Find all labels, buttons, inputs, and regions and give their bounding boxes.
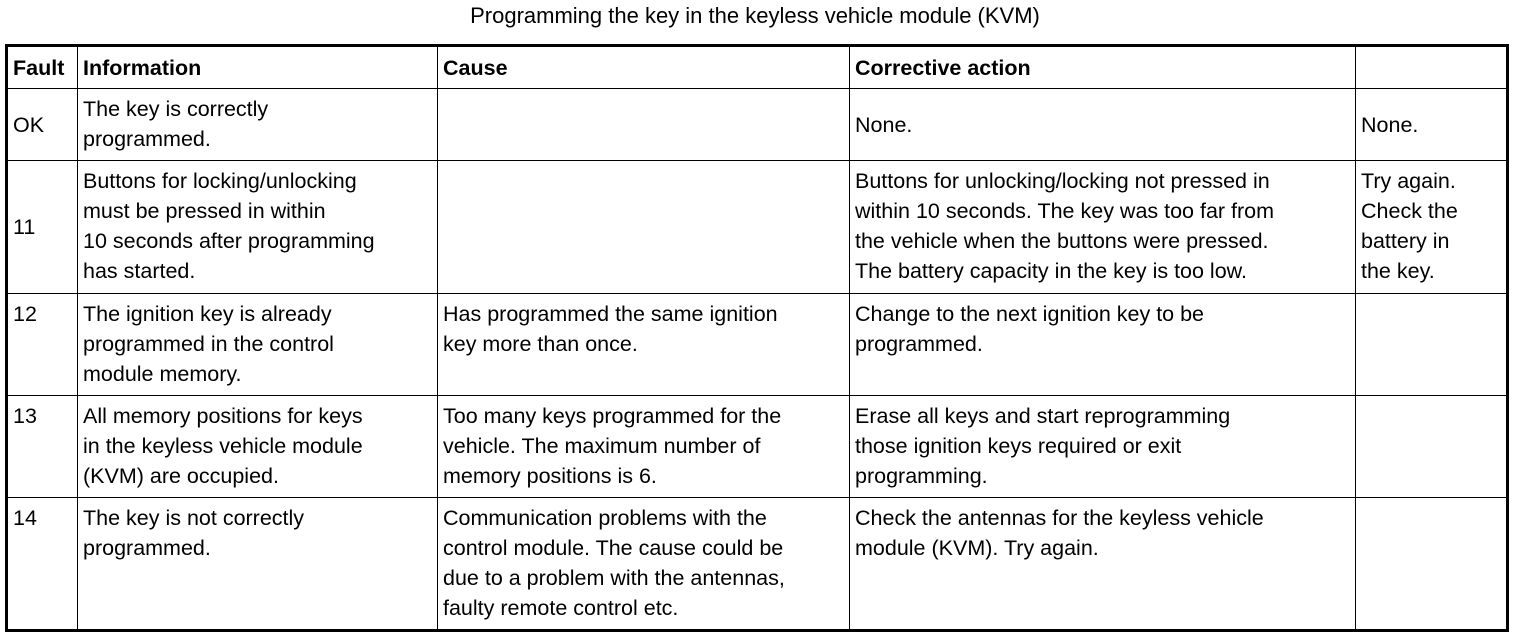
fault-code-cell: 14 xyxy=(7,498,78,631)
table-row xyxy=(7,294,1508,396)
fault-table xyxy=(5,44,1509,632)
corrective-action-cell: Change to the next ignition key to be programmed. xyxy=(850,294,1356,396)
header-cause: Cause xyxy=(438,46,850,89)
corrective-action-cell: None. xyxy=(850,89,1356,161)
table-row xyxy=(7,89,1508,161)
cause-cell: Communication problems with the control module. The cause could be due to a problem with the antennas, faulty remote control etc. xyxy=(438,498,850,631)
fault-code-cell: OK xyxy=(7,89,78,161)
extra-cell: Try again. Check the battery in the key. xyxy=(1356,161,1508,294)
header-extra xyxy=(1356,46,1508,89)
cause-cell xyxy=(438,89,850,161)
header-fault: Fault xyxy=(7,46,78,89)
table-row xyxy=(7,161,1508,294)
information-cell: Buttons for locking/unlocking must be pressed in within 10 seconds after programming has started. xyxy=(78,161,438,294)
cause-cell xyxy=(438,161,850,294)
extra-cell: None. xyxy=(1356,89,1508,161)
header-information: Information xyxy=(78,46,438,89)
fault-code-cell: 11 xyxy=(7,161,78,294)
fault-code-cell: 12 xyxy=(7,294,78,396)
cause-cell: Has programmed the same ignition key more than once. xyxy=(438,294,850,396)
table-row xyxy=(7,498,1508,631)
cause-cell: Too many keys programmed for the vehicle. The maximum number of memory positions is 6. xyxy=(438,396,850,498)
page-title: Programming the key in the keyless vehicle module (KVM) xyxy=(470,3,1040,28)
corrective-action-cell: Erase all keys and start reprogramming those ignition keys required or exit programming. xyxy=(850,396,1356,498)
fault-code-cell: 13 xyxy=(7,396,78,498)
extra-cell xyxy=(1356,498,1508,631)
header-corrective-action: Corrective action xyxy=(850,46,1356,89)
header-row xyxy=(7,46,1508,89)
extra-cell xyxy=(1356,396,1508,498)
table-row xyxy=(7,396,1508,498)
information-cell: All memory positions for keys in the keyless vehicle module (KVM) are occupied. xyxy=(78,396,438,498)
extra-cell xyxy=(1356,294,1508,396)
information-cell: The key is correctly programmed. xyxy=(78,89,438,161)
corrective-action-cell: Check the antennas for the keyless vehicle module (KVM). Try again. xyxy=(850,498,1356,631)
information-cell: The key is not correctly programmed. xyxy=(78,498,438,631)
information-cell: The ignition key is already programmed in the control module memory. xyxy=(78,294,438,396)
corrective-action-cell: Buttons for unlocking/locking not pressed in within 10 seconds. The key was too far from the vehicle when the buttons were pressed. The battery capacity in the key is too low. xyxy=(850,161,1356,294)
